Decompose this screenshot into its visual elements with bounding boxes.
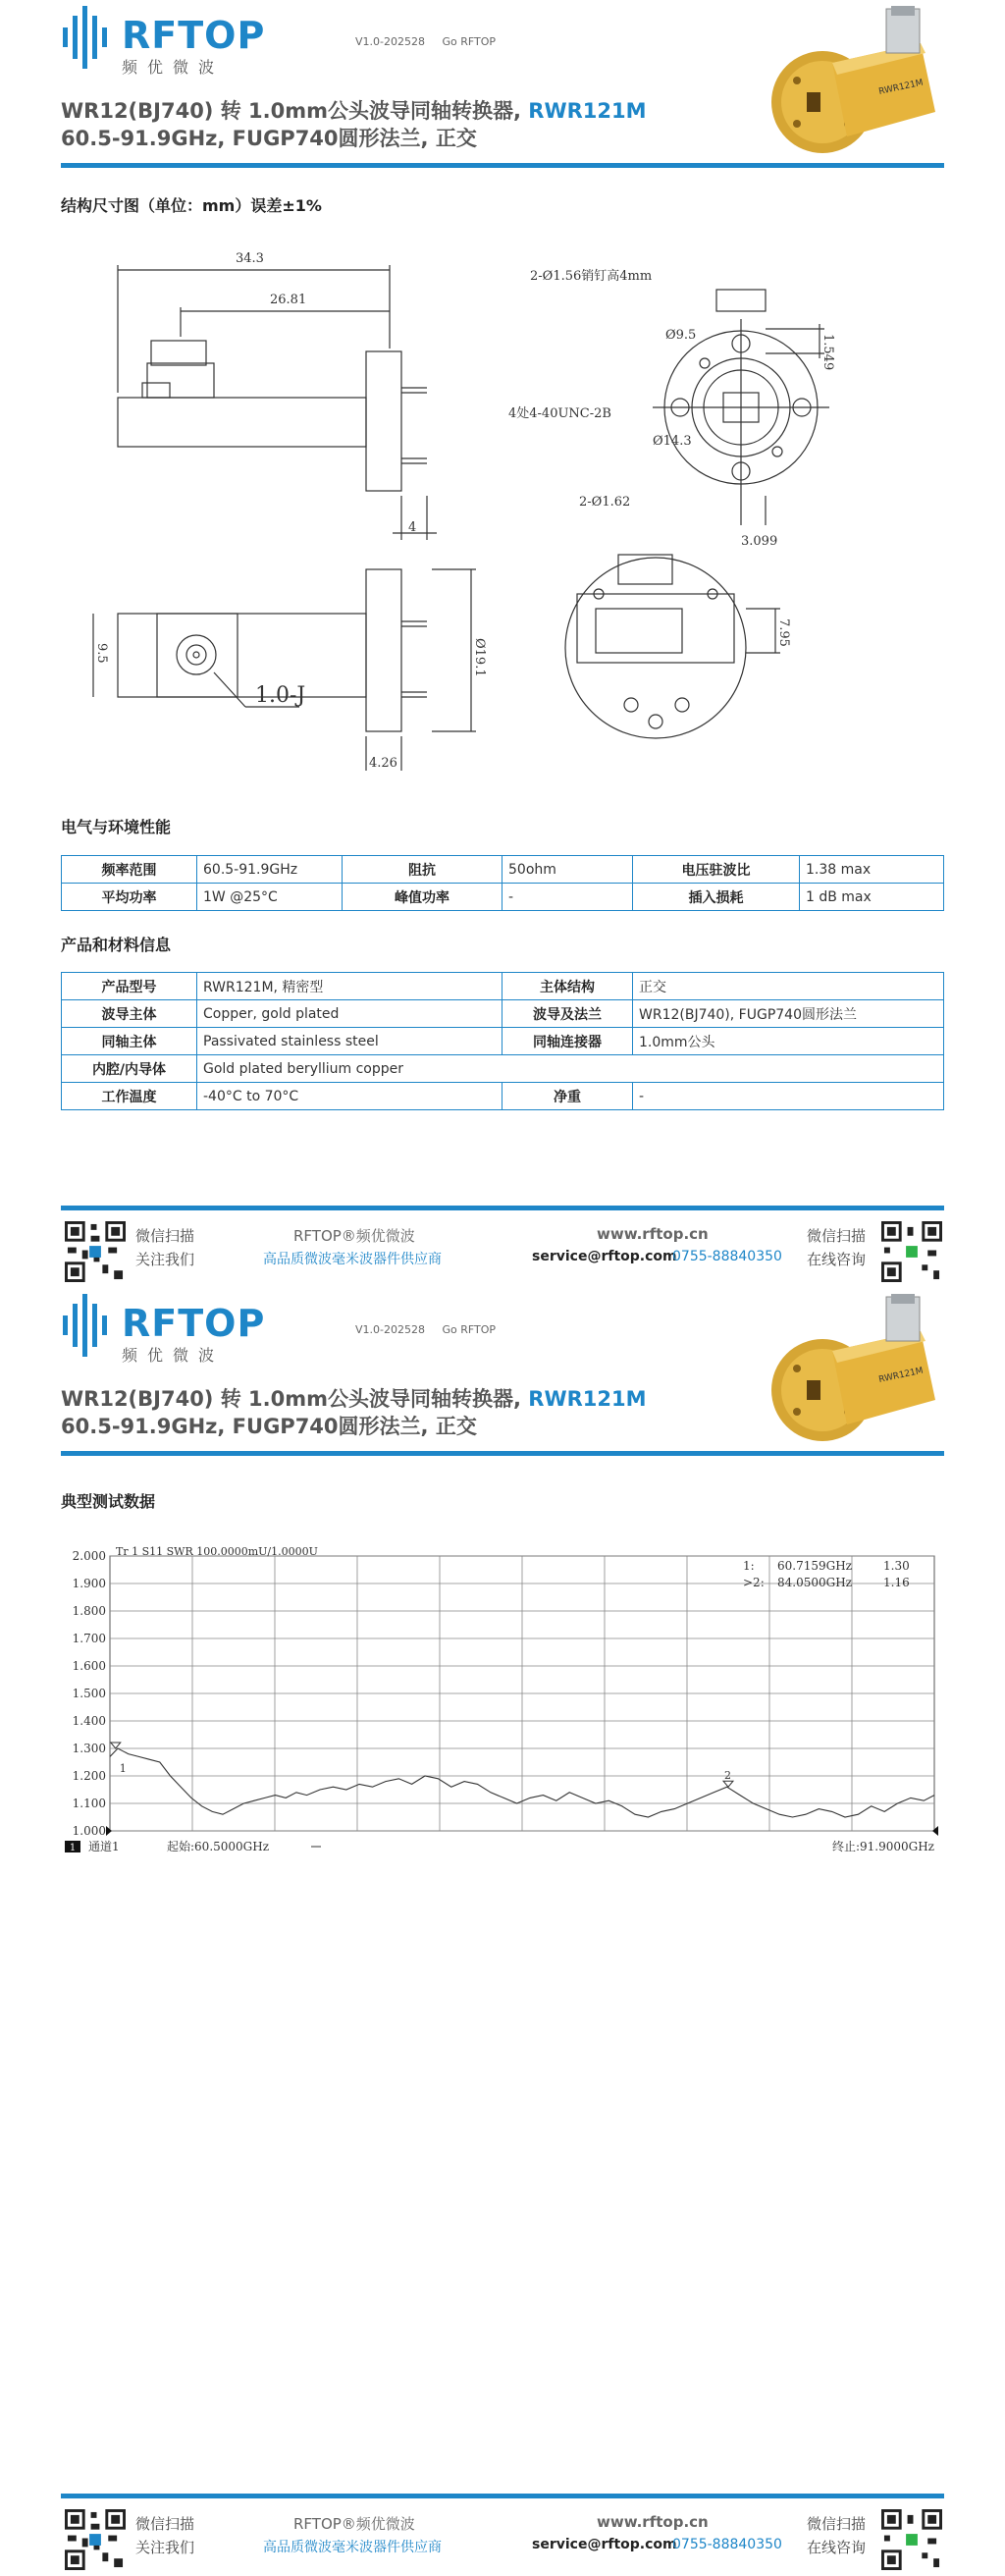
logo-waves-icon	[61, 1292, 120, 1359]
table-cell: 1.0mm公头	[633, 1028, 944, 1055]
title-prefix: WR12(BJ740) 转 1.0mm公头波导同轴转换器,	[61, 1387, 529, 1411]
table-cell: 工作温度	[62, 1083, 197, 1110]
marker-tag: 1	[119, 1762, 127, 1775]
table-cell: Copper, gold plated	[197, 1000, 502, 1028]
x-start-label: 起始:60.5000GHz	[167, 1840, 270, 1853]
table-row	[62, 1000, 944, 1028]
channel-label: 通道1	[88, 1840, 120, 1853]
title-model: RWR121M	[528, 1387, 647, 1411]
header-rule	[61, 163, 944, 168]
marker-tag: 2	[724, 1769, 731, 1783]
dim-label: 4	[408, 520, 417, 535]
footer-wechat-scan-2: 微信扫描	[807, 2515, 867, 2533]
section-electrical-title: 电气与环境性能	[61, 818, 172, 836]
vendor-tag: Go RFTOP	[442, 35, 497, 48]
y-tick-label: 1.200	[72, 1769, 106, 1783]
table-cell: 同轴连接器	[502, 1028, 633, 1055]
dim-label: Ø14.3	[653, 434, 692, 449]
footer-brand: RFTOP®频优微波	[293, 1227, 415, 1245]
footer-website[interactable]: www.rftop.cn	[597, 1225, 709, 1243]
title-line-2: 60.5-91.9GHz, FUGP740圆形法兰, 正交	[61, 1415, 477, 1438]
vendor-tag: Go RFTOP	[442, 1323, 497, 1336]
qr-code-icon[interactable]	[65, 1221, 126, 1282]
table-cell: 产品型号	[62, 973, 197, 1000]
table-cell: 波导主体	[62, 1000, 197, 1028]
table-cell: 50ohm	[502, 856, 633, 884]
footer-wechat-scan: 微信扫描	[135, 2515, 195, 2533]
marker-readout-freq: 60.7159GHz	[777, 1559, 852, 1573]
channel-number: 1	[69, 1843, 77, 1853]
table-cell: 60.5-91.9GHz	[197, 856, 343, 884]
footer-slogan: 高品质微波毫米波器件供应商	[263, 2540, 442, 2555]
table-row	[62, 1083, 944, 1110]
brand-name-cn: 频优微波	[122, 58, 225, 77]
table-cell: Gold plated beryllium copper	[197, 1055, 944, 1083]
y-tick-label: 1.600	[72, 1659, 106, 1673]
table-cell: -	[633, 1083, 944, 1110]
table-cell: 平均功率	[62, 884, 197, 911]
electrical-table	[61, 855, 944, 911]
y-tick-label: 1.500	[72, 1687, 106, 1700]
dim-label: 3.099	[741, 534, 778, 549]
table-cell: Passivated stainless steel	[197, 1028, 502, 1055]
version-info	[355, 35, 509, 48]
product-photo	[754, 1292, 946, 1449]
dim-label: 26.81	[270, 293, 307, 307]
page-footer	[61, 1206, 944, 1284]
dim-label: 9.5	[94, 643, 109, 664]
version-number: V1.0-202528	[355, 1323, 425, 1336]
table-cell: 主体结构	[502, 973, 633, 1000]
footer-consult: 在线咨询	[807, 2539, 867, 2556]
qr-code-consult-icon[interactable]	[881, 1221, 942, 1282]
table-cell: 阻抗	[343, 856, 502, 884]
material-table	[61, 972, 944, 1110]
footer-follow: 关注我们	[135, 1251, 195, 1268]
table-cell: 波导及法兰	[502, 1000, 633, 1028]
footer-email[interactable]: service@rftop.com	[532, 1249, 677, 1264]
brand-name-cn: 频优微波	[122, 1346, 225, 1365]
y-tick-label: 1.000	[72, 1824, 106, 1838]
table-cell: 同轴主体	[62, 1028, 197, 1055]
table-cell: 频率范围	[62, 856, 197, 884]
title-model: RWR121M	[528, 99, 647, 123]
footer-phone: 0755-88840350	[672, 1249, 782, 1264]
dim-label: 2-Ø1.62	[579, 495, 631, 510]
chart-header: Tr 1 S11 SWR 100.0000mU/1.0000U	[116, 1545, 318, 1558]
table-cell: -40°C to 70°C	[197, 1083, 502, 1110]
dim-label: Ø19.1	[472, 638, 487, 677]
table-cell: WR12(BJ740), FUGP740圆形法兰	[633, 1000, 944, 1028]
qr-code-consult-icon[interactable]	[881, 2509, 942, 2570]
marker-readout-label: >2:	[743, 1576, 765, 1589]
y-tick-label: 1.400	[72, 1714, 106, 1728]
marker-readout-value: 1.16	[883, 1576, 910, 1589]
dim-label: 1.0-J	[255, 683, 306, 708]
swr-chart	[61, 1536, 944, 1860]
table-row	[62, 856, 944, 884]
table-row	[62, 1028, 944, 1055]
product-label-text: RWR121M	[877, 1366, 925, 1385]
dim-label: 7.95	[776, 618, 791, 647]
y-tick-label: 1.900	[72, 1577, 106, 1590]
table-cell: RWR121M, 精密型	[197, 973, 502, 1000]
page-2	[0, 1288, 1005, 2576]
table-row	[62, 884, 944, 911]
rftop-logo	[61, 4, 267, 77]
version-info	[355, 1323, 509, 1336]
y-tick-label: 1.300	[72, 1742, 106, 1755]
y-tick-label: 1.800	[72, 1604, 106, 1618]
table-row	[62, 1055, 944, 1083]
product-photo	[754, 4, 946, 161]
brand-name: RFTOP	[122, 1302, 266, 1345]
title-line-1	[61, 95, 647, 125]
brand-name: RFTOP	[122, 14, 266, 57]
table-cell: 正交	[633, 973, 944, 1000]
mechanical-drawing	[94, 221, 864, 790]
header-rule	[61, 1451, 944, 1456]
logo-waves-icon	[61, 4, 120, 71]
marker-readout-value: 1.30	[883, 1559, 910, 1573]
dim-label: Ø9.5	[665, 328, 697, 343]
table-cell: 1 dB max	[800, 884, 944, 911]
dim-label: 4处4-40UNC-2B	[508, 406, 611, 421]
dim-label: 1.549	[820, 334, 835, 371]
marker-readout-label: 1:	[743, 1559, 755, 1573]
footer-rule	[61, 2494, 944, 2498]
dim-label: 2-Ø1.56销钉高4mm	[530, 269, 653, 284]
section-drawing-title: 结构尺寸图（单位：mm）误差±1%	[61, 196, 322, 215]
table-cell: 峰值功率	[343, 884, 502, 911]
y-tick-label: 1.100	[72, 1797, 106, 1810]
title-line-2: 60.5-91.9GHz, FUGP740圆形法兰, 正交	[61, 127, 477, 150]
table-row	[62, 973, 944, 1000]
y-tick-label: 1.700	[72, 1632, 106, 1645]
table-cell: 内腔/内导体	[62, 1055, 197, 1083]
table-cell: 净重	[502, 1083, 633, 1110]
footer-phone: 0755-88840350	[672, 2537, 782, 2552]
footer-slogan: 高品质微波毫米波器件供应商	[263, 1252, 442, 1267]
table-cell: 电压驻波比	[633, 856, 800, 884]
footer-wechat-scan: 微信扫描	[135, 1227, 195, 1245]
footer-rule	[61, 1206, 944, 1210]
dim-label: 34.3	[236, 251, 264, 266]
qr-code-icon[interactable]	[65, 2509, 126, 2570]
version-number: V1.0-202528	[355, 35, 425, 48]
footer-email[interactable]: service@rftop.com	[532, 2537, 677, 2552]
table-cell: -	[502, 884, 633, 911]
y-tick-label: 2.000	[72, 1549, 106, 1563]
x-end-label: 终止:91.9000GHz	[831, 1840, 934, 1853]
footer-consult: 在线咨询	[807, 1251, 867, 1268]
footer-follow: 关注我们	[135, 2539, 195, 2556]
product-label-text: RWR121M	[877, 78, 925, 97]
page-footer	[61, 2494, 944, 2572]
footer-wechat-scan-2: 微信扫描	[807, 1227, 867, 1245]
footer-website[interactable]: www.rftop.cn	[597, 2513, 709, 2531]
table-cell: 插入损耗	[633, 884, 800, 911]
dim-label: 4.26	[369, 756, 397, 771]
title-prefix: WR12(BJ740) 转 1.0mm公头波导同轴转换器,	[61, 99, 529, 123]
section-material-title: 产品和材料信息	[61, 936, 172, 954]
section-test-title: 典型测试数据	[61, 1492, 156, 1511]
footer-brand: RFTOP®频优微波	[293, 2515, 415, 2533]
table-cell: 1W @25°C	[197, 884, 343, 911]
rftop-logo	[61, 1292, 267, 1365]
marker-readout-freq: 84.0500GHz	[777, 1576, 852, 1589]
table-cell: 1.38 max	[800, 856, 944, 884]
title-line-1	[61, 1383, 647, 1413]
